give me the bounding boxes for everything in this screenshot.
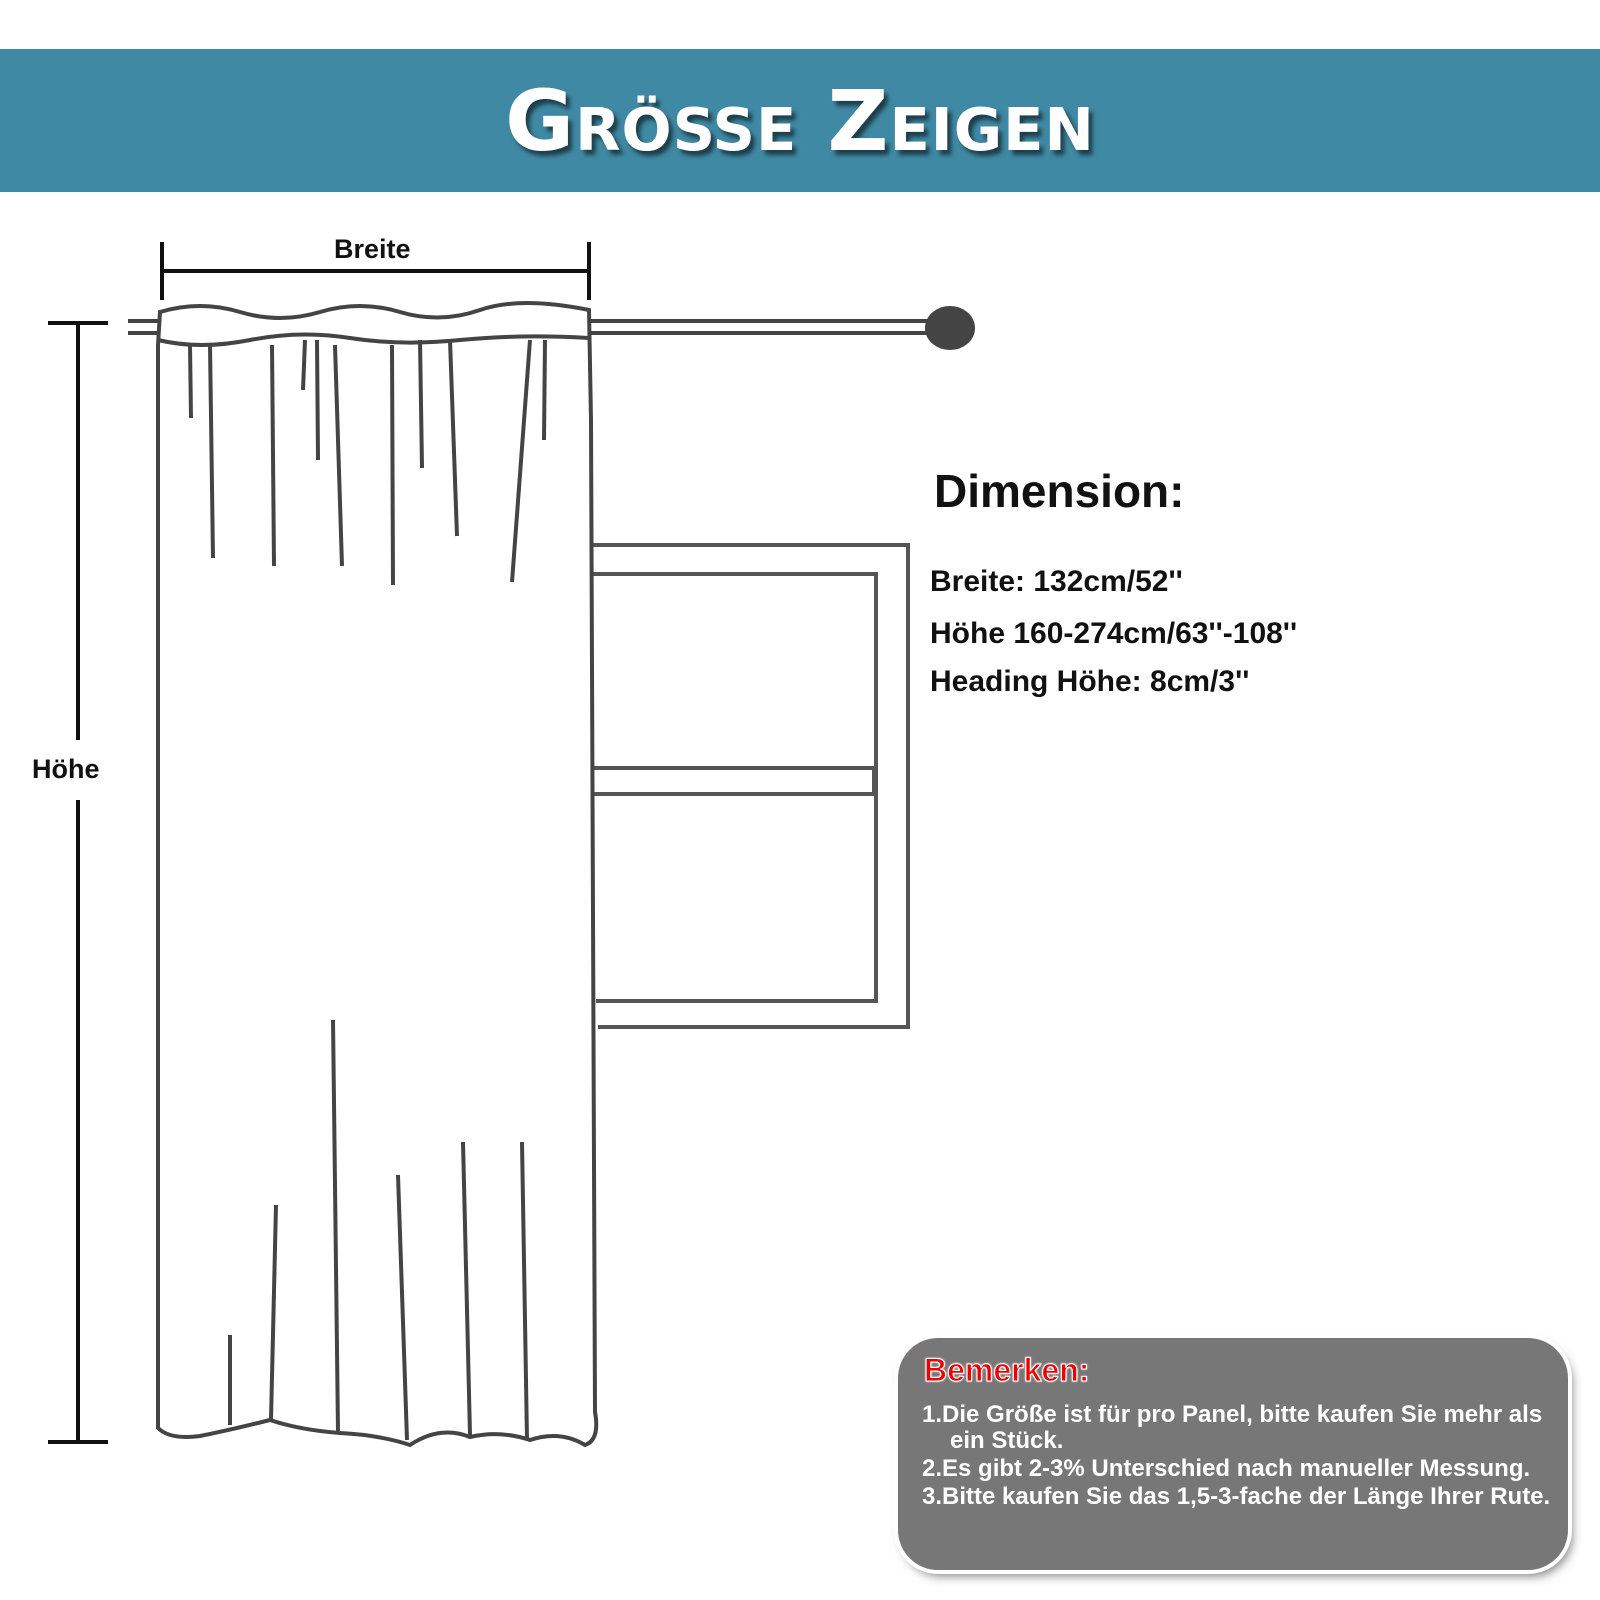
dimension-heading: Heading Höhe: 8cm/3'' [930,665,1250,698]
height-label: Höhe [32,754,100,784]
width-label: Breite [334,234,411,264]
notes-title: Bemerken: [924,1352,1090,1388]
page-title: Größe Zeigen [505,71,1095,170]
note-item: 3.Bitte kaufen Sie das 1,5-3-fache der Länge Ihrer Rute. [922,1483,1551,1510]
notes-list [922,1402,1562,1512]
rod-finial [927,308,973,348]
dimension-width: Breite: 132cm/52'' [930,565,1183,598]
note-item: 2.Es gibt 2-3% Unterschied nach manueller Messung. [922,1455,1531,1482]
height-dimension-line [48,323,108,1442]
window [589,545,908,1027]
notes-box [898,1338,1568,1570]
note-item: 1.Die Größe ist für pro Panel, bitte kaufen Sie mehr als ein Stück. [922,1401,1543,1454]
dimension-height: Höhe 160-274cm/63''-108'' [930,617,1298,650]
curtain-panel [158,303,596,1445]
dimension-title: Dimension: [934,465,1185,517]
